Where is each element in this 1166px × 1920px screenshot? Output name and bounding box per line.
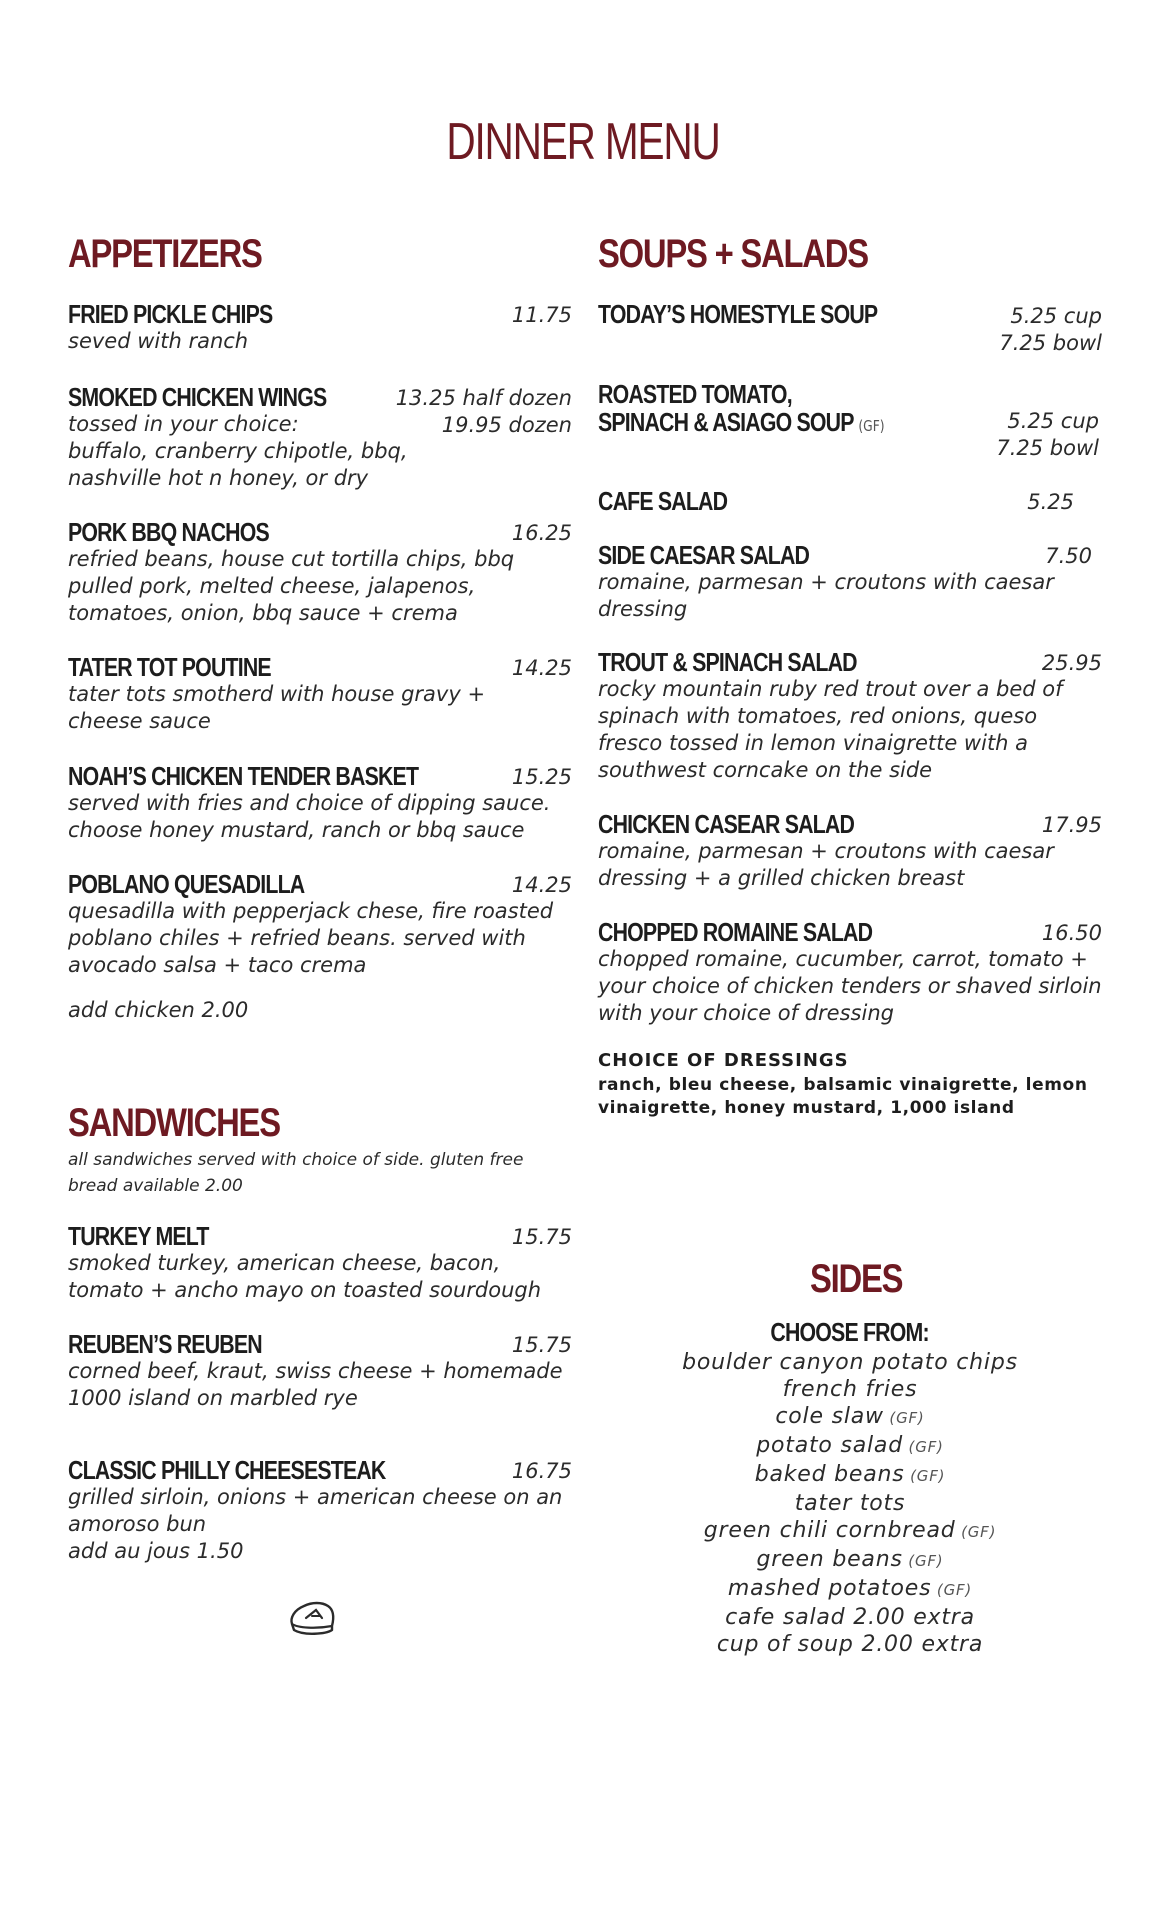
sides-heading: SIDES — [810, 1257, 903, 1301]
item-price: 16.75 — [511, 1459, 572, 1483]
item-price-cup: 5.25 cup — [1010, 304, 1102, 328]
item-description: served with fries and choice of dipping sauce. choose honey mustard, ranch or bbq sauce — [68, 791, 551, 842]
item-price — [996, 408, 1099, 462]
item-price: 25.95 — [1041, 651, 1102, 675]
item-description: romaine, parmesan + croutons with caesar dressing — [598, 570, 1054, 621]
item-description: grilled sirloin, onions + american cheese on an amoroso bun — [68, 1485, 563, 1536]
item-description: quesadilla with pepperjack chese, fire roasted poblano chiles + refried beans. served with avocado salsa + taco crema — [68, 899, 554, 977]
menu-item-reubens-reuben — [68, 1330, 572, 1412]
sides-list — [600, 1349, 1100, 1658]
item-price-bowl: 7.25 bowl — [999, 331, 1102, 355]
side-item — [600, 1604, 1100, 1631]
sandwiches-note: all sandwiches served with choice of side. gluten free bread available 2.00 — [68, 1150, 524, 1196]
side-item — [600, 1349, 1100, 1376]
side-item-label: green beans — [756, 1547, 903, 1572]
item-description: smoked turkey, american cheese, bacon, tomato + ancho mayo on toasted sourdough — [68, 1251, 542, 1302]
menu-item-cafe-salad — [598, 487, 1074, 515]
menu-item-tomato-asiago-soup — [598, 380, 1102, 460]
item-name: PORK BBQ NACHOS — [68, 517, 269, 547]
item-name: SIDE CAESAR SALAD — [598, 540, 810, 570]
choose-from-text: CHOOSE FROM: — [770, 1317, 930, 1347]
soups-salads-heading: SOUPS + SALADS — [598, 232, 868, 276]
item-description: tossed in your choice: — [68, 412, 299, 436]
menu-item-side-caesar-salad — [598, 541, 1092, 623]
side-item — [600, 1376, 1100, 1403]
side-item — [600, 1546, 1100, 1575]
item-price: 16.50 — [1041, 921, 1102, 945]
menu-item-tater-tot-poutine — [68, 653, 572, 735]
item-name: POBLANO QUESADILLA — [68, 869, 305, 899]
add-chicken-note: add chicken 2.00 — [68, 998, 249, 1022]
gluten-free-tag: (GF) — [902, 1438, 944, 1456]
item-price-cup: 5.25 cup — [1007, 409, 1099, 433]
menu-item-fried-pickle-chips — [68, 300, 572, 355]
menu-item-homestyle-soup — [598, 299, 1102, 355]
menu-item-poblano-quesadilla — [68, 870, 572, 979]
item-description: corned beef, kraut, swiss cheese + homemade 1000 island on marbled rye — [68, 1359, 563, 1410]
side-item-label: cole slaw — [775, 1404, 884, 1429]
item-name: CLASSIC PHILLY CHEESESTEAK — [68, 1455, 386, 1485]
gluten-free-tag: (GF) — [955, 1523, 997, 1541]
item-name: TURKEY MELT — [68, 1221, 209, 1251]
side-item-label: tater tots — [794, 1491, 906, 1516]
side-item — [600, 1631, 1100, 1658]
item-description: refried beans, house cut tortilla chips, bbq pulled pork, melted cheese, jalapenos, tomatoes, onion, bbq sauce + crema — [68, 547, 515, 625]
item-name: TATER TOT POUTINE — [68, 652, 271, 682]
item-extra: add au jous 1.50 — [68, 1539, 244, 1563]
item-price: 14.25 — [511, 656, 572, 680]
menu-item-trout-spinach-salad — [598, 648, 1102, 784]
item-name: CAFE SALAD — [598, 486, 728, 516]
item-description: seved with ranch — [68, 329, 249, 353]
menu-item-chicken-tender-basket — [68, 762, 572, 844]
item-price — [396, 385, 572, 439]
item-price: 15.75 — [511, 1225, 572, 1249]
item-description: chopped romaine, cucumber, carrot, tomato + your choice of chicken tenders or shaved sirloin with your choice of dressing — [598, 947, 1102, 1025]
page-title: DINNER MENU — [446, 113, 720, 171]
dressings-heading: CHOICE OF DRESSINGS — [598, 1050, 849, 1071]
side-item-label: green chili cornbread — [703, 1518, 956, 1543]
side-item — [600, 1517, 1100, 1546]
item-name: SMOKED CHICKEN WINGS — [68, 382, 327, 412]
item-name: REUBEN’S REUBEN — [68, 1329, 262, 1359]
gluten-free-tag: (GF) — [904, 1467, 946, 1485]
item-name-line2 — [598, 408, 1011, 440]
item-name: TROUT & SPINACH SALAD — [598, 647, 857, 677]
item-name: TODAY’S HOMESTYLE SOUP — [598, 299, 878, 329]
side-item — [600, 1461, 1100, 1490]
side-item-label: french fries — [782, 1377, 918, 1402]
menu-item-philly-cheesesteak — [68, 1456, 572, 1565]
item-name: FRIED PICKLE CHIPS — [68, 299, 273, 329]
item-price: 5.25 — [1027, 490, 1074, 514]
item-price: 7.50 — [1045, 544, 1092, 568]
menu-item-turkey-melt — [68, 1222, 572, 1304]
side-item — [600, 1490, 1100, 1517]
item-name-line2-text: SPINACH & ASIAGO SOUP — [598, 407, 854, 437]
item-description-choices: buffalo, cranberry chipotle, bbq, nashville hot n honey, or dry — [68, 439, 408, 490]
gluten-free-tag: (GF) — [858, 417, 885, 435]
dressings-list: ranch, bleu cheese, balsamic vinaigrette, lemon vinaigrette, honey mustard, 1,000 island — [598, 1075, 1088, 1118]
item-price: 15.75 — [511, 1333, 572, 1357]
item-price: 17.95 — [1041, 813, 1102, 837]
appetizers-heading: APPETIZERS — [68, 232, 262, 276]
menu-item-smoked-chicken-wings — [68, 383, 572, 492]
item-price: 14.25 — [511, 873, 572, 897]
item-description: romaine, parmesan + croutons with caesar dressing + a grilled chicken breast — [598, 839, 1054, 890]
item-price-half: 13.25 half dozen — [395, 386, 572, 410]
item-price — [999, 303, 1102, 357]
item-price: 16.25 — [511, 521, 572, 545]
sandwiches-heading: SANDWICHES — [68, 1101, 280, 1145]
steak-icon — [286, 1596, 338, 1640]
menu-item-chopped-romaine-salad — [598, 918, 1102, 1027]
gluten-free-tag: (GF) — [883, 1409, 925, 1427]
item-name: CHOPPED ROMAINE SALAD — [598, 917, 873, 947]
item-price-full: 19.95 dozen — [441, 413, 572, 437]
menu-item-pork-bbq-nachos — [68, 518, 572, 627]
side-item — [600, 1432, 1100, 1461]
item-name: CHICKEN CASEAR SALAD — [598, 809, 855, 839]
side-item-label: potato salad — [756, 1433, 903, 1458]
item-description: tater tots smotherd with house gravy + cheese sauce — [68, 682, 486, 733]
item-name: NOAH’S CHICKEN TENDER BASKET — [68, 761, 419, 791]
side-item — [600, 1403, 1100, 1432]
menu-item-chicken-caesar-salad — [598, 810, 1102, 892]
item-description: rocky mountain ruby red trout over a bed of spinach with tomatoes, red onions, queso fresco tossed in lemon vinaigrette with a southwest corncake on the side — [598, 677, 1063, 782]
side-item-label: cup of soup 2.00 extra — [716, 1632, 984, 1657]
item-price: 11.75 — [511, 303, 572, 327]
item-price-bowl: 7.25 bowl — [996, 436, 1099, 460]
item-name-line1: ROASTED TOMATO, — [598, 379, 792, 409]
gluten-free-tag: (GF) — [931, 1581, 973, 1599]
side-item — [600, 1575, 1100, 1604]
side-item-label: cafe salad 2.00 extra — [725, 1605, 975, 1630]
side-item-label: mashed potatoes — [727, 1576, 932, 1601]
gluten-free-tag: (GF) — [902, 1552, 944, 1570]
item-price: 15.25 — [511, 765, 572, 789]
side-item-label: baked beans — [754, 1462, 905, 1487]
side-item-label: boulder canyon potato chips — [682, 1350, 1018, 1375]
sides-choose-label — [600, 1318, 1100, 1346]
